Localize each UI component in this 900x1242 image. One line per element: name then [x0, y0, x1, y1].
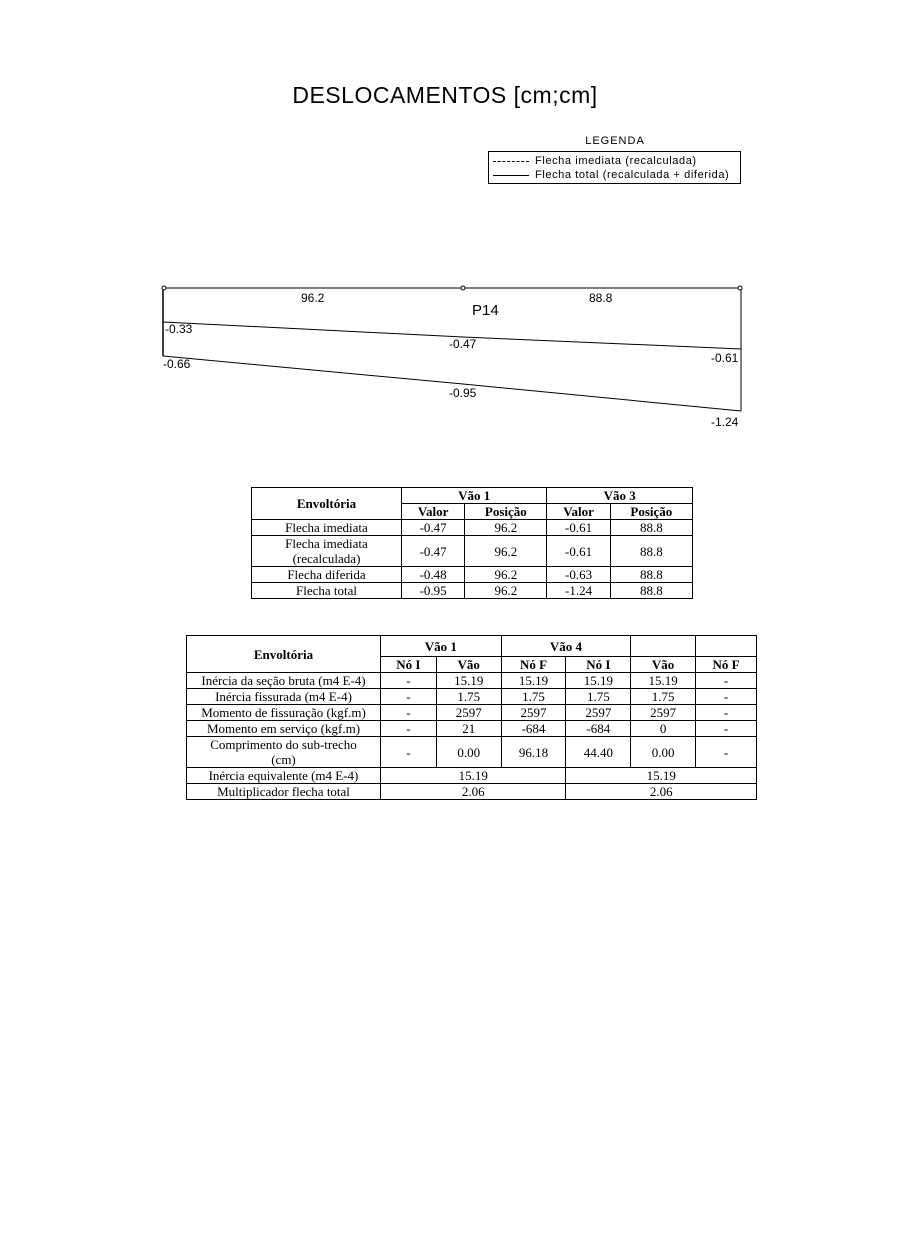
table-cell: 0.00 [631, 737, 696, 768]
table-cell: 2.06 [566, 784, 757, 800]
deflection-value: -0.61 [711, 351, 739, 365]
legend-label: Flecha total (recalculada + diferida) [535, 169, 730, 181]
column-header: Vão 3 [547, 488, 693, 504]
table-row [252, 567, 693, 583]
table-cell: 15.19 [501, 673, 566, 689]
table-cell: 2597 [566, 705, 631, 721]
table-row [252, 536, 693, 567]
support-node [162, 286, 166, 290]
table-cell: -0.63 [547, 567, 610, 583]
inertia-table [186, 635, 757, 800]
table-cell: 88.8 [610, 567, 692, 583]
table-cell: 15.19 [566, 673, 631, 689]
column-header: Posição [610, 504, 692, 520]
column-header: Nó I [566, 657, 631, 673]
table-cell: -0.61 [547, 520, 610, 536]
table-cell: 96.18 [501, 737, 566, 768]
table-cell: 96.2 [465, 567, 547, 583]
table-cell: 21 [436, 721, 501, 737]
span-length-label: 88.8 [589, 291, 613, 305]
row-label: Inércia fissurada (m4 E-4) [187, 689, 381, 705]
table-cell: 88.8 [610, 536, 692, 567]
table-cell: -684 [566, 721, 631, 737]
page-title: DESLOCAMENTOS [cm;cm] [292, 82, 598, 108]
table-row [187, 705, 757, 721]
table-cell: - [381, 673, 437, 689]
beam-label: P14 [472, 302, 499, 319]
table-cell: 15.19 [631, 673, 696, 689]
column-header: Vão 4 [501, 636, 631, 657]
table-cell: 96.2 [465, 520, 547, 536]
table-cell: 2597 [436, 705, 501, 721]
table-cell: 1.75 [436, 689, 501, 705]
blank-header-cell [631, 636, 696, 657]
table-row [187, 673, 757, 689]
table-cell: 96.2 [465, 536, 547, 567]
column-header: Valor [402, 504, 465, 520]
column-header: Vão [631, 657, 696, 673]
row-label: Momento em serviço (kgf.m) [187, 721, 381, 737]
row-label: Multiplicador flecha total [187, 784, 381, 800]
table-cell: -684 [501, 721, 566, 737]
table-cell: -0.47 [402, 536, 465, 567]
row-label: Flecha imediata (recalculada) [252, 536, 402, 567]
table-cell: 2597 [501, 705, 566, 721]
row-label: Inércia da seção bruta (m4 E-4) [187, 673, 381, 689]
column-header: Vão [436, 657, 501, 673]
table-cell: - [696, 721, 757, 737]
column-header: Nó F [501, 657, 566, 673]
row-label: Flecha total [252, 583, 402, 599]
support-node [461, 286, 465, 290]
legend-label: Flecha imediata (recalculada) [535, 155, 697, 167]
table-row [187, 737, 757, 768]
column-header: Vão 1 [402, 488, 547, 504]
total-deflection-curve [163, 356, 741, 411]
span-length-label: 96.2 [301, 291, 325, 305]
table-cell: -1.24 [547, 583, 610, 599]
table-cell: 44.40 [566, 737, 631, 768]
table-cell: - [381, 737, 437, 768]
table-cell: -0.47 [402, 520, 465, 536]
deflection-diagram [0, 0, 900, 440]
table-cell: 88.8 [610, 520, 692, 536]
table-cell: - [381, 689, 437, 705]
deflection-summary-table [251, 487, 693, 599]
column-header: Valor [547, 504, 610, 520]
table-cell: 96.2 [465, 583, 547, 599]
table-row [187, 689, 757, 705]
table-row [187, 721, 757, 737]
column-header: Envoltória [252, 488, 402, 520]
blank-header-cell [696, 636, 757, 657]
column-header: Vão 1 [381, 636, 502, 657]
deflection-value: -1.24 [711, 415, 739, 429]
deflection-value: -0.47 [449, 337, 477, 351]
table-cell: 15.19 [566, 768, 757, 784]
row-label: Inércia equivalente (m4 E-4) [187, 768, 381, 784]
table-cell: 1.75 [566, 689, 631, 705]
row-label: Comprimento do sub-trecho (cm) [187, 737, 381, 768]
support-node [738, 286, 742, 290]
row-label: Flecha imediata [252, 520, 402, 536]
table-cell: -0.48 [402, 567, 465, 583]
column-header: Nó I [381, 657, 437, 673]
table-cell: -0.95 [402, 583, 465, 599]
table-row [187, 768, 757, 784]
table-cell: 1.75 [631, 689, 696, 705]
table-row [252, 583, 693, 599]
table-cell: 88.8 [610, 583, 692, 599]
table-row [187, 784, 757, 800]
column-header: Envoltória [187, 636, 381, 673]
table-cell: 2.06 [381, 784, 566, 800]
table-cell: - [696, 737, 757, 768]
table-cell: -0.61 [547, 536, 610, 567]
column-header: Posição [465, 504, 547, 520]
table-cell: - [381, 705, 437, 721]
legend-title: LEGENDA [585, 135, 645, 147]
deflection-value: -0.66 [163, 357, 191, 371]
table-cell: - [381, 721, 437, 737]
deflection-value: -0.95 [449, 386, 477, 400]
table-cell: 0.00 [436, 737, 501, 768]
row-label: Momento de fissuração (kgf.m) [187, 705, 381, 721]
table-cell: 2597 [631, 705, 696, 721]
table-cell: - [696, 673, 757, 689]
table-cell: 1.75 [501, 689, 566, 705]
row-label: Flecha diferida [252, 567, 402, 583]
table-row [252, 520, 693, 536]
deflection-value: -0.33 [165, 322, 193, 336]
table-cell: - [696, 689, 757, 705]
table-cell: 0 [631, 721, 696, 737]
table-cell: 15.19 [436, 673, 501, 689]
column-header: Nó F [696, 657, 757, 673]
table-cell: - [696, 705, 757, 721]
table-cell: 15.19 [381, 768, 566, 784]
